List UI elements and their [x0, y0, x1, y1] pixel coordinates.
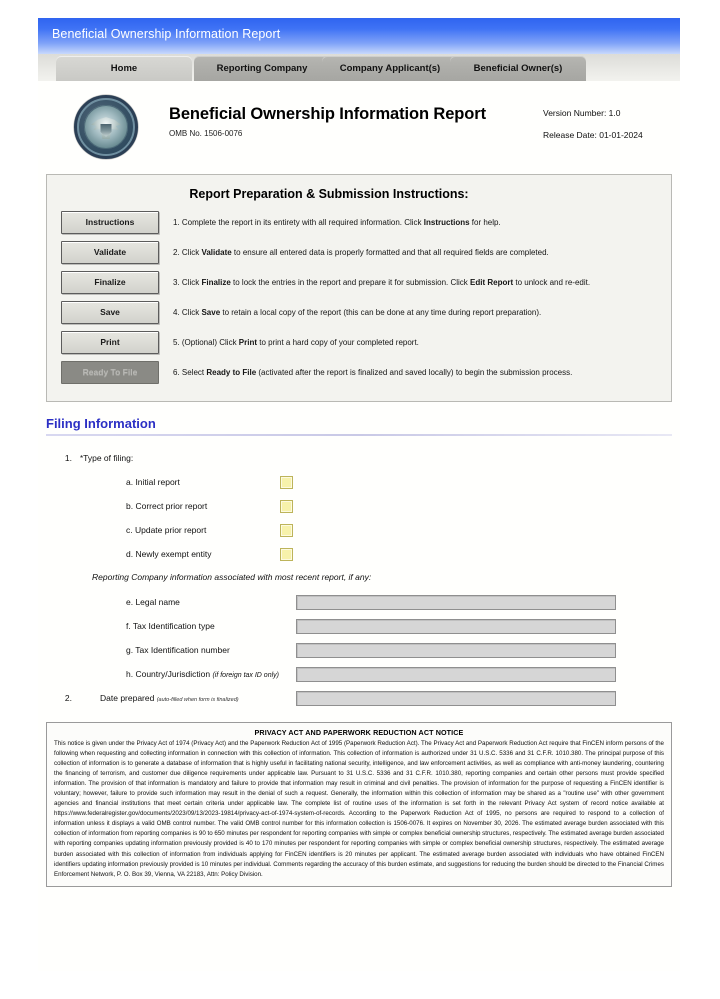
- instruction-row: [47, 211, 671, 234]
- section-divider: [46, 434, 672, 436]
- instructions-button[interactable]: Instructions: [61, 211, 159, 234]
- instructions-panel: [46, 174, 672, 402]
- instruction-text: 6. Select Ready to File (activated after the report is finalized and saved locally) to begin the submission process.: [173, 367, 573, 377]
- field-label: [80, 621, 296, 631]
- label-note: (auto-filled when form is finalized): [156, 697, 239, 703]
- text-input[interactable]: [296, 619, 616, 634]
- field-label-note: (if foreign tax ID only): [212, 672, 279, 679]
- instruction-row: [47, 271, 671, 294]
- filing-option-label: d. Newly exempt entity: [126, 549, 212, 559]
- label-date-prepared: [80, 693, 296, 703]
- field-row-date-prepared: [46, 686, 672, 710]
- tab-beneficial-owners[interactable]: Beneficial Owner(s): [450, 56, 586, 81]
- field-label: [80, 645, 296, 655]
- filing-option-label: a. Initial report: [126, 477, 180, 487]
- field-row: [46, 662, 672, 686]
- filing-option-row: [46, 494, 672, 518]
- filing-option-label: c. Update prior report: [126, 525, 207, 535]
- required-asterisk: *: [80, 454, 84, 463]
- tab-company-applicants[interactable]: Company Applicant(s): [322, 56, 458, 81]
- prior-report-fields: [46, 590, 672, 686]
- finalize-button[interactable]: Finalize: [61, 271, 159, 294]
- window-titlebar: [38, 18, 680, 54]
- reporting-company-note: Reporting Company information associated with most recent report, if any:: [92, 572, 372, 582]
- field-row: [46, 614, 672, 638]
- privacy-notice-body: This notice is given under the Privacy Act of 1974 (Privacy Act) and the Paperwork Reduction Act of 1995 (Paperwork Reduction Act). The Privacy Act and Paperwork Reduction Act require that FinCEN inform persons of the following when requesting and collecting information in connection with this collection of information. This collection of information is authorized under 31 U.S.C. 5336 and 31 C.F.R. 1010.380. The principal purpose of this collection of information is to generate a database of information that is highly useful in facilitating national security, intelligence, and law enforcement activities, as well as compliance with anti-money laundering, countering the financing of terrorism, and customer due diligence requirements under applicable law. Pursuant to 31 U.S.C. 5336 and 31 C.F.R. 1010.380, reporting companies and certain other persons must provide specified information. The provision of that information is mandatory and failure to provide that information may result in criminal and civil penalties. The provision of information for the purpose of requesting a FinCEN identifier is voluntary; however, failure to provide such information may result in the denial of such a request. Generally, the information within this collection of information may be shared as a "routine use" with other government agencies and financial institutions that meet certain criteria under applicable law. The complete list of routine uses of the information is set forth in the relevant Privacy Act system of record notice available at https://www.federalregister.gov/documents/2023/09/13/2023-19814/privacy-act-of-1974-system-of-records. According to the Paperwork Reduction Act of 1995, no persons are required to respond to a collection of information unless it displays a valid OMB control number. The valid OMB control number for this information collection is 1506-0076. It expires on November 30, 2026. The estimated average burden associated with this collection of information from reporting companies is 90 to 650 minutes per respondent for reporting companies with simple or complex beneficial ownership structures, respectively. The estimated average burden associated with reporting companies updating information previously provided is 40 to 170 minutes per respondent for reporting companies with simple or complex beneficial ownership structures, respectively. The estimated average burden associated with this collection of information from individuals applying for FinCEN identifiers is 20 minutes per applicant. The estimated average burden associated with individuals who have obtained FinCEN identifiers updating information previously provided is 10 minutes per individual. Comments regarding the accuracy of this burden estimate, and suggestions for reducing the burden should be directed to the Financial Crimes Enforcement Network, P. O. Box 39, Vienna, VA 22183, Attn: Policy Division.: [54, 740, 664, 878]
- application-window: [38, 18, 680, 971]
- field-label-text: e. Legal name: [126, 597, 180, 607]
- print-button[interactable]: Print: [61, 331, 159, 354]
- save-button[interactable]: Save: [61, 301, 159, 324]
- item-number-1: 1.: [64, 453, 72, 463]
- tab-reporting-company[interactable]: Reporting Company: [194, 56, 330, 81]
- privacy-notice-title: PRIVACY ACT AND PAPERWORK REDUCTION ACT NOTICE: [254, 728, 464, 737]
- filing-form: [46, 446, 672, 710]
- field-row: [46, 638, 672, 662]
- report-header: [38, 81, 680, 171]
- main-tabstrip: [38, 54, 680, 81]
- filing-option-checkbox[interactable]: [280, 476, 293, 489]
- instruction-text: 4. Click Save to retain a local copy of the report (this can be done at any time during report preparation).: [173, 307, 542, 317]
- field-row-type-of-filing: [46, 446, 672, 470]
- filing-option-row: [46, 470, 672, 494]
- section-title-filing-information: Filing Information: [46, 416, 156, 431]
- instruction-text: 2. Click Validate to ensure all entered data is properly formatted and that all required fields are completed.: [173, 247, 549, 257]
- filing-option-checkbox[interactable]: [280, 548, 293, 561]
- privacy-act-notice: [46, 722, 672, 887]
- release-date: Release Date: 01-01-2024: [543, 130, 643, 140]
- version-number: Version Number: 1.0: [543, 108, 621, 118]
- instructions-heading: Report Preparation & Submission Instructions:: [189, 187, 469, 201]
- tab-home[interactable]: Home: [56, 56, 192, 81]
- field-label-text: h. Country/Jurisdiction: [126, 669, 213, 679]
- field-label-text: g. Tax Identification number: [126, 645, 230, 655]
- field-row: [46, 590, 672, 614]
- text-input[interactable]: [296, 667, 616, 682]
- ready-to-file-button: Ready To File: [61, 361, 159, 384]
- validate-button[interactable]: Validate: [61, 241, 159, 264]
- omb-number: OMB No. 1506-0076: [169, 129, 243, 138]
- instruction-text: 3. Click Finalize to lock the entries in the report and prepare it for submission. Click Edit Report to unlock and re-edit.: [173, 277, 591, 287]
- text-input[interactable]: [296, 595, 616, 610]
- instructions-rows: [47, 211, 671, 384]
- instruction-row: [47, 241, 671, 264]
- date-prepared-input[interactable]: [296, 691, 616, 706]
- instruction-text: 5. (Optional) Click Print to print a hard copy of your completed report.: [173, 337, 419, 347]
- filing-information-section: [46, 416, 672, 710]
- filing-option-row: [46, 542, 672, 566]
- field-label: [80, 597, 296, 607]
- instruction-text: 1. Complete the report in its entirety with all required information. Click Instructions for help.: [173, 217, 501, 227]
- fincen-seal-icon: [74, 95, 138, 159]
- filing-option-label: b. Correct prior report: [126, 501, 208, 511]
- label-type-of-filing: [80, 453, 133, 463]
- filing-option-row: [46, 518, 672, 542]
- filing-option-checkbox[interactable]: [280, 524, 293, 537]
- field-label: [80, 669, 296, 679]
- instruction-row: [47, 361, 671, 384]
- label-text: Date prepared: [100, 693, 157, 703]
- label-text: Type of filing:: [83, 453, 134, 463]
- filing-option-checkbox[interactable]: [280, 500, 293, 513]
- type-of-filing-options: [46, 470, 672, 566]
- text-input[interactable]: [296, 643, 616, 658]
- window-title: Beneficial Ownership Information Report: [52, 27, 281, 41]
- item-number-2: 2.: [64, 693, 72, 703]
- field-label-text: f. Tax Identification type: [126, 621, 215, 631]
- page-title: Beneficial Ownership Information Report: [169, 105, 486, 123]
- instruction-row: [47, 331, 671, 354]
- page-content: [38, 81, 680, 971]
- instruction-row: [47, 301, 671, 324]
